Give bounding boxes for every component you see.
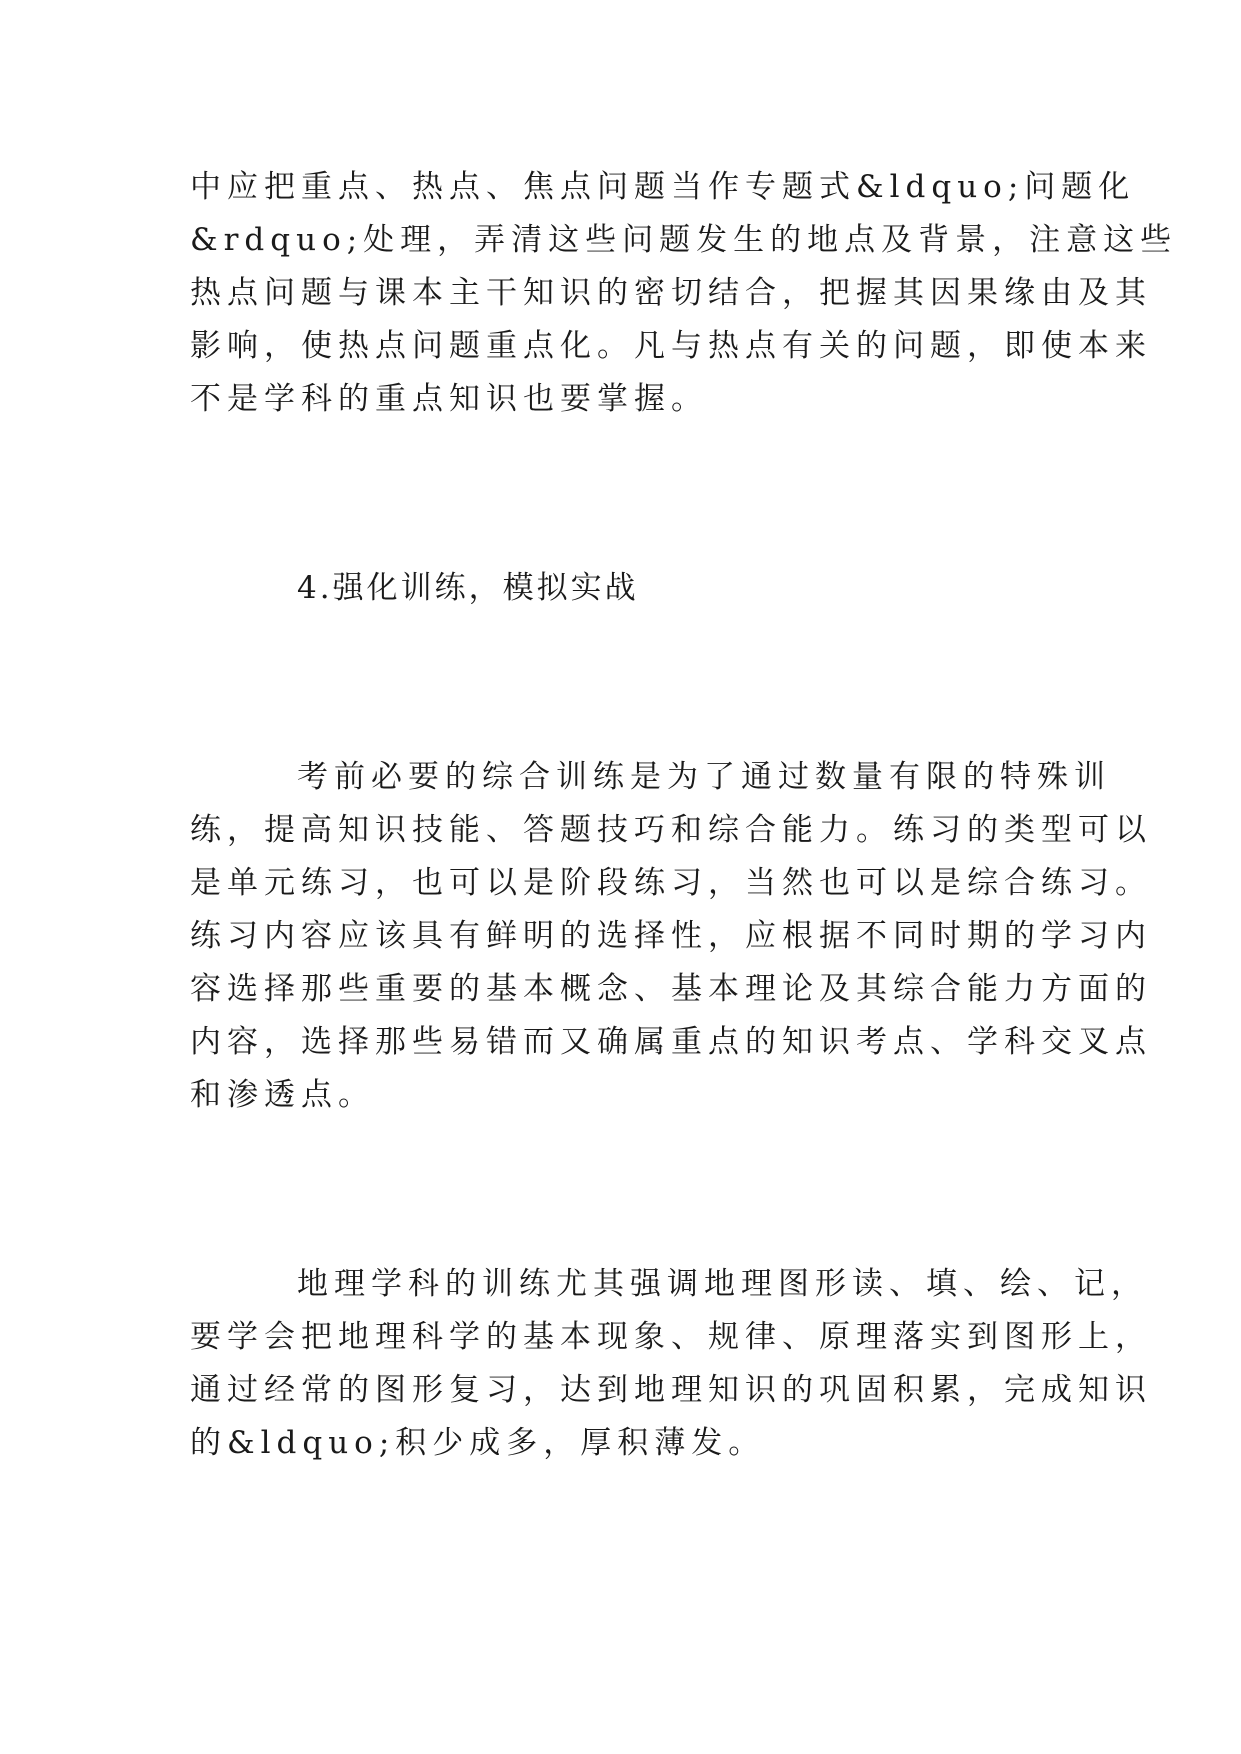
paragraph-line: 热点问题与课本主干知识的密切结合，把握其因果缘由及其: [190, 275, 1152, 311]
paragraph-line: 和渗透点。: [190, 1077, 375, 1113]
paragraph-line: 是单元练习，也可以是阶段练习，当然也可以是综合练习。: [190, 865, 1152, 901]
paragraph-line: 内容，选择那些易错而又确属重点的知识考点、学科交叉点: [190, 1024, 1152, 1060]
section-heading: 4.强化训练，模拟实战: [297, 570, 639, 606]
paragraph-line: 容选择那些重要的基本概念、基本理论及其综合能力方面的: [190, 971, 1152, 1007]
paragraph-line: 影响，使热点问题重点化。凡与热点有关的问题，即使本来: [190, 328, 1152, 364]
paragraph-line: 考前必要的综合训练是为了通过数量有限的特殊训: [297, 759, 1111, 795]
paragraph-line: 要学会把地理科学的基本现象、规律、原理落实到图形上，: [190, 1319, 1152, 1355]
paragraph-line: 通过经常的图形复习，达到地理知识的巩固积累，完成知识: [190, 1372, 1152, 1408]
paragraph-line: 中应把重点、热点、焦点问题当作专题式&ldquo;问题化: [190, 169, 1136, 205]
paragraph-line: 地理学科的训练尤其强调地理图形读、填、绘、记，: [297, 1266, 1148, 1302]
paragraph-line: 练，提高知识技能、答题技巧和综合能力。练习的类型可以: [190, 812, 1152, 848]
paragraph-line: 练习内容应该具有鲜明的选择性，应根据不同时期的学习内: [190, 918, 1152, 954]
paragraph-line: 的&ldquo;积少成多，厚积薄发。: [190, 1425, 766, 1461]
paragraph-line: 不是学科的重点知识也要掌握。: [190, 381, 708, 417]
paragraph-line: &rdquo;处理，弄清这些问题发生的地点及背景，注意这些: [190, 222, 1178, 258]
